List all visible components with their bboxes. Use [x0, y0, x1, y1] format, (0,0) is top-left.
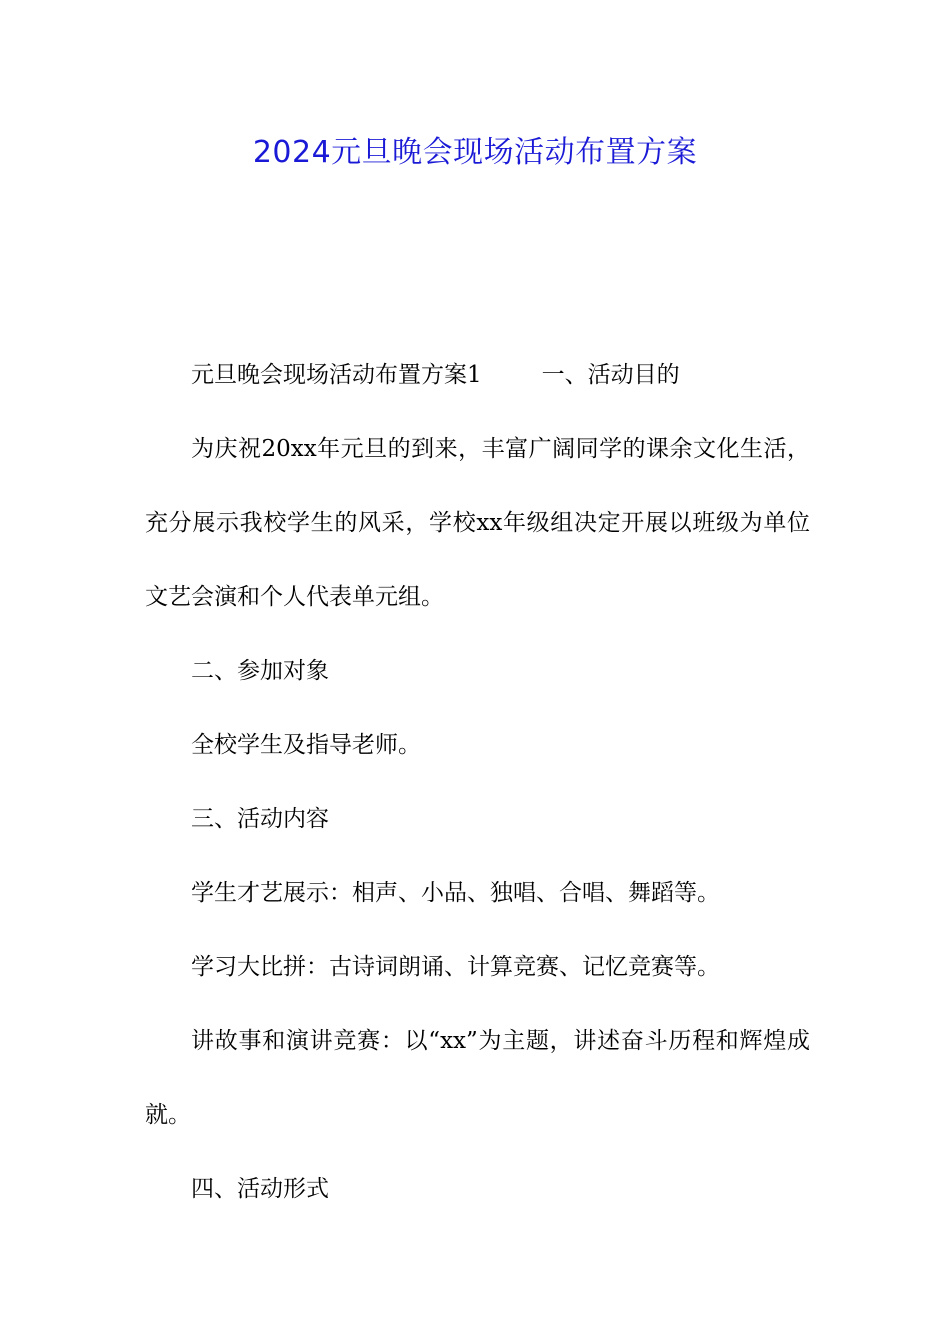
- section-heading-purpose: 一、活动目的: [541, 362, 680, 388]
- section-heading-content: 三、活动内容: [191, 806, 329, 832]
- intro-label: 元旦晚会现场活动布置方案1: [191, 362, 482, 388]
- section-heading-format: 四、活动形式: [191, 1176, 329, 1202]
- document-body: [145, 338, 810, 1226]
- document-title: 2024元旦晚会现场活动布置方案: [252, 135, 698, 170]
- paragraph-study-contest: 学习大比拼：古诗词朗诵、计算竞赛、记忆竞赛等。: [191, 954, 720, 980]
- intro-line: [145, 338, 810, 412]
- paragraph-purpose: 为庆祝20xx年元旦的到来，丰富广阔同学的课余文化生活，充分展示我校学生的风采，学校xx年级组决定开展以班级为单位文艺会演和个人代表单元组。: [145, 436, 810, 610]
- paragraph-talent-show: 学生才艺展示：相声、小品、独唱、合唱、舞蹈等。: [191, 880, 720, 906]
- paragraph-speech-contest: 讲故事和演讲竞赛：以“xx”为主题，讲述奋斗历程和辉煌成就。: [145, 1028, 810, 1128]
- paragraph-participants: 全校学生及指导老师。: [191, 732, 421, 758]
- section-heading-participants: 二、参加对象: [191, 658, 329, 684]
